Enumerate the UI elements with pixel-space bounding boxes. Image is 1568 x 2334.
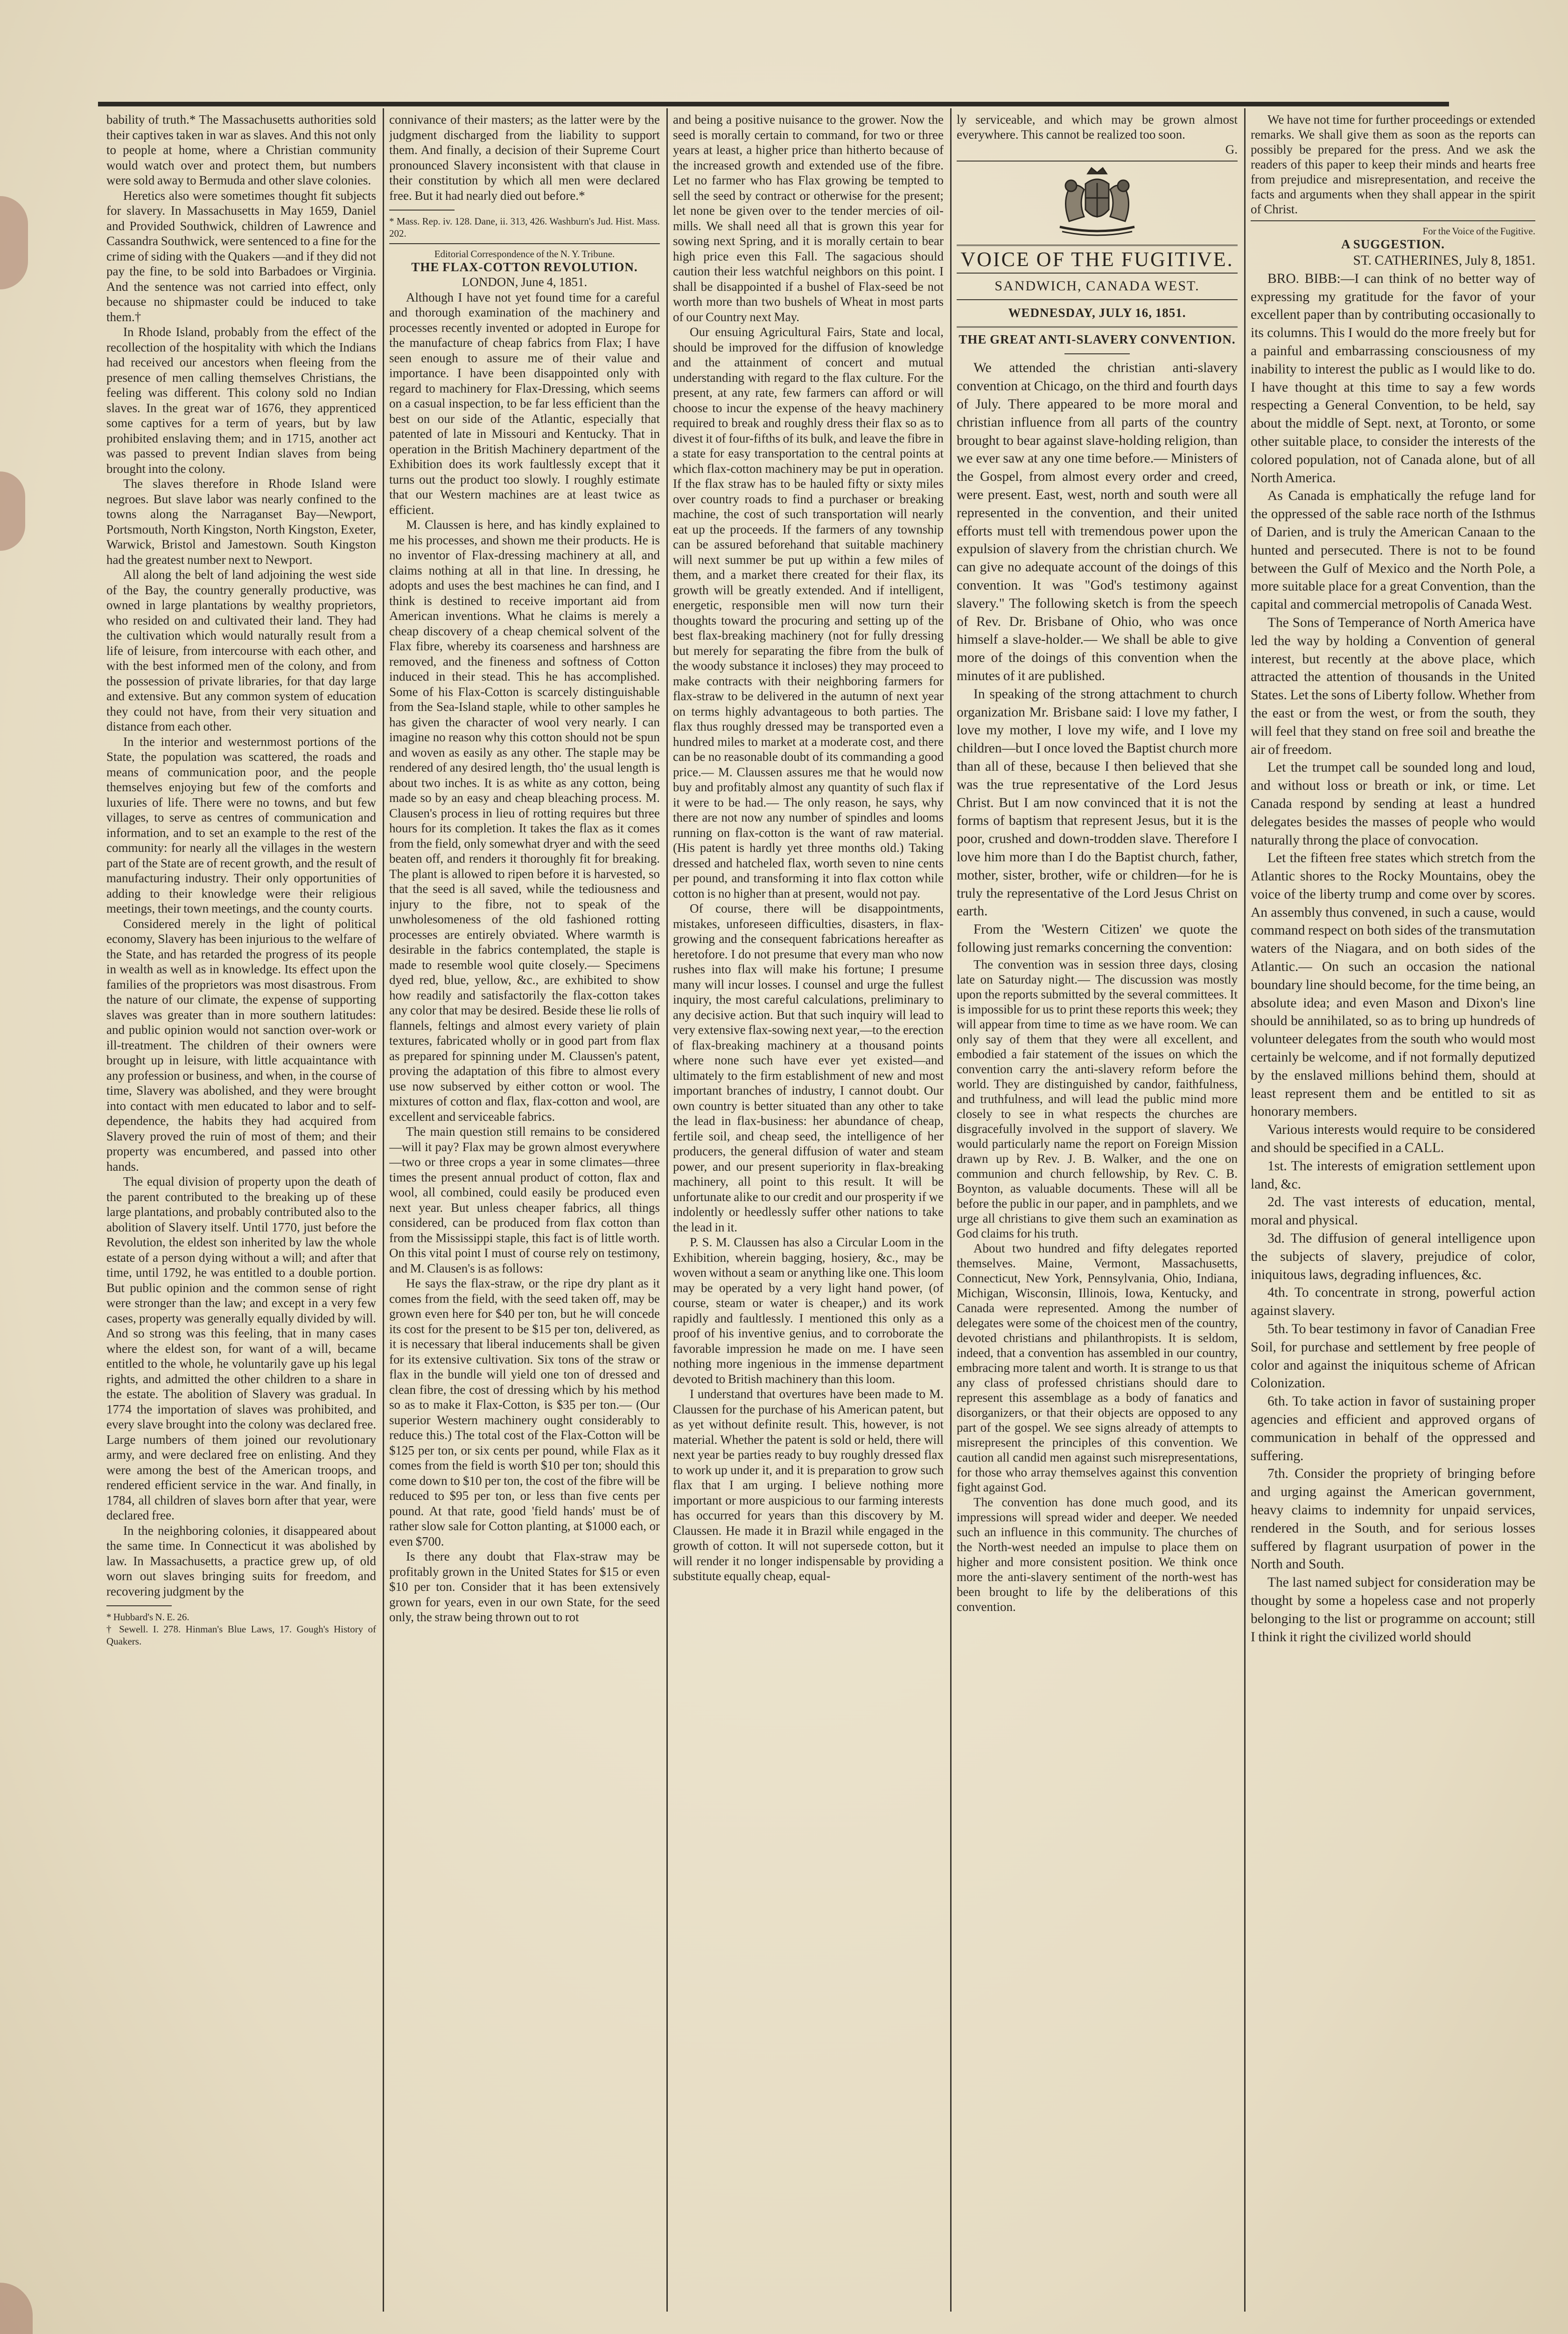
article-paragraph: All along the belt of land adjoining the west side of the Bay, the country generally productive, was owned in large plantations by wealthy proprietors, who resided on and cultivated their land. They had the cultivation which would naturally result from a life of leisure, from intercourse with each other, and with the best informed men of the colony, and from the possession of private libraries, for that day large and extensive. But any common system of education they could not have, from their very situation and distance from each other. — [106, 568, 376, 733]
column-divider — [950, 108, 952, 2312]
masthead-date: WEDNESDAY, JULY 16, 1851. — [1008, 305, 1186, 320]
list-item: 1st. The interests of emigration settlement upon land, &c. — [1251, 1158, 1535, 1192]
footnote: * Mass. Rep. iv. 128. Dane, ii. 313, 426. Washburn's Jud. Hist. Mass. 202. — [389, 216, 660, 239]
list-item: 7th. Consider the propriety of bringing before and urging against the American government, heavy claims to indemnity for unpaid services, rendered in the South, and for serious losses suffered by flagrant usurpation of power in the North and South. — [1251, 1466, 1535, 1572]
article-paragraph: Considered merely in the light of political economy, Slavery has been injurious to the welfare of the State, and has retarded the progress of its people in wealth as well as in knowledge. Its effect upon the families of the proprietors was most disastrous. From the nature of our climate, the expense of supporting slaves was greater than in more southern latitudes: and public opinion would not sanction over-work or ill-treatment. The children of their owners were brought up in leisure, with little acquaintance with any profession or business, and when, in the course of time, Slavery was abolished, and they were brought into contact with men educated to labor and to self-dependence, the habits they had acquired from Slavery proved the ruin of most of them; and their property was encumbered, and passed into other hands. — [106, 916, 376, 1174]
article-paragraph: Let the trumpet call be sounded long and loud, and without loss or breath or ink, or time. Let Canada respond by sending at least a hundred delegates besides the masses of people who would naturally throng the place of convocation. — [1251, 760, 1535, 848]
masthead-rule — [957, 245, 1238, 246]
royal-coat-of-arms-icon — [1041, 165, 1153, 240]
list-item: 6th. To take action in favor of sustaining proper agencies and efficient and approved organs of communication in behalf of the oppressed and suffering. — [1251, 1394, 1535, 1463]
thumb-shadow — [0, 196, 28, 289]
article-paragraph: I understand that overtures have been made to M. Claussen for the purchase of his American patent, but as yet without definite result. This, however, is not material. Whether the patent is sold or held, there will next year be parties ready to buy roughly dressed flax to work up under it, and it is preparation to grow such flax that I am urging. I believe nothing more important or more auspicious to our farming interests has occurred for years than this discovery by M. Claussen. He made it in Brazil while engaged in the growth of cotton. It will not supersede cotton, but it will render it no longer indispensable by providing a substitute equally cheap, equal- — [673, 1387, 944, 1583]
footnote: † Sewell. I. 278. Hinman's Blue Laws, 17. Gough's History of Quakers. — [106, 1624, 376, 1647]
article-paragraph: About two hundred and fifty delegates reported themselves. Maine, Vermont, Massachusetts, Connecticut, New York, Pennsylvania, Ohio, Indiana, Michigan, Wisconsin, Illinois, Iowa, Kentucky, and Canada were represented. Among the number of delegates were some of the choicest men of the country, devoted christians and philanthropists. It is seldom, indeed, that a convention has assembled in our country, embracing more talent and worth. It is strange to us that any class of professed christians should dare to represent this assemblage as a body of fanatics and disorganizers, or that their objects are opposed to any part of the gospel. We see signs already of attempts to misrepresent the principles of this convention. We caution all candid men against such misrepresentations, for those who array themselves against this convention fight against God. — [957, 1241, 1238, 1494]
article-paragraph: He says the flax-straw, or the ripe dry plant as it comes from the field, with the seed taken off, may be grown even here for $40 per ton, but he will concede its cost for the present to be $15 per ton, delivered, as it is necessary that liberal inducements shall be given for its extensive cultivation. Six tons of the straw or flax in the bundle will yield one ton of dressed and clean fibre, the cost of dressing which by his method so as to make it Flax-Cotton, is $35 per ton.— (Our superior Western machinery ought considerably to reduce this.) The total cost of the Flax-Cotton will be $125 per ton, or six cents per pound, while Flax as it comes from the field is worth $10 per ton; should this come down to $10 per ton, the cost of the fibre will be reduced to $95 per ton, or less than five cents per pound. At that rate, good 'field hands' must be of rather slow sale for Cotton planting, at $1000 each, or even $700. — [389, 1276, 660, 1548]
article-headline: THE FLAX-COTTON REVOLUTION. — [411, 260, 638, 274]
column-divider — [666, 108, 668, 2312]
article-paragraph: Is there any doubt that Flax-straw may be profitably grown in the United States for $15 or even $10 per ton. Consider that it has been extensively grown for years, even in our own State, for the seed only, the straw being thrown out to rot — [389, 1549, 660, 1624]
article-paragraph: The slaves therefore in Rhode Island were negroes. But slave labor was nearly confined to the towns along the Narraganset Bay—Newport, Portsmouth, North Kingston, North Kingston, Exeter, Warwick, Bristol and Jamestown. South Kingston had the greatest number next to Newport. — [106, 477, 376, 567]
article-paragraph: Of course, there will be disappointments, mistakes, unforeseen difficulties, disasters, in flax-growing and the consequent fabrications hereafter as heretofore. I do not presume that every man who now rushes into flax will make his fortune; I presume many will incur losses. I counsel and urge the fullest inquiry, the most careful calculations, preliminary to any decisive action. But that such inquiry will lead to very extensive flax-sowing next year,—to the erection of flax-breaking machinery at a thousand points where none such have ever yet existed—and ultimately to the firm establishment of new and most important branches of industry, I cannot doubt. Our own country is better situated than any other to take the lead in flax-business: her abundance of cheap, fertile soil, and cheap seed, the intelligence of her producers, the general diffusion of water and steam power, and our present superiority in flax-breaking machinery, all point to this result. It will be unfortunate alike to our credit and our prosperity if we indolently or heedlessly suffer other nations to take the lead in it. — [673, 901, 944, 1234]
article-dateline: ST. CATHERINES, July 8, 1851. — [1353, 253, 1535, 268]
section-rule — [957, 161, 1238, 162]
column-1 — [106, 112, 376, 2300]
headline-rule — [1064, 353, 1130, 354]
article-paragraph: We attended the christian anti-slavery convention at Chicago, on the third and fourth days of July. There appeared to be more moral and christian influence from all parts of the country brought to bear against slave-holding religion, than we ever saw at any one time before.— Ministers of the Gospel, from almost every order and creed, were present. East, west, north and south were all represented in the convention, and their united efforts must tell with tremendous power upon the expulsion of slavery from the christian church. We can give no adequate account of the doings of this convention. It was "God's testimony against slavery." The following sketch is from the speech of Rev. Dr. Brisbane of Ohio, who was once himself a slave-holder.— We shall be able to give more of the doings of this convention when the minutes of it are published. — [957, 360, 1238, 683]
article-paragraph: In Rhode Island, probably from the effect of the recollection of the hospitality with which the Indians had received our ancestors when fleeing from the presence of men calling themselves Christians, the feeling was different. This colony sold no Indian slaves. In the great war of 1676, they apprenticed some captives for a term of years, but by law prohibited enslaving them; and in 1715, another act was passed to prevent Indian slaves from being brought into the colony. — [106, 325, 376, 476]
column-divider — [383, 108, 384, 2312]
footnote: * Hubbard's N. E. 26. — [106, 1611, 189, 1623]
masthead-rule — [957, 273, 1238, 274]
article-paragraph: bability of truth.* The Massachusetts authorities sold their captives taken in war as slaves. And this not only to people at home, where a Christian community would watch over and protect them, but numbers were sold away to Bermuda and other slave colonies. — [106, 112, 376, 187]
thumb-shadow — [0, 471, 25, 551]
article-paragraph: The convention has done much good, and its impressions will spread wider and deeper. We needed such an influence in this community. The churches of the North-west needed an impulse to place them on higher and more consistent position. We think once more the anti-slavery sentiment of the north-west has been brought to life by the deliberations of this convention. — [957, 1495, 1238, 1614]
article-dateline: LONDON, June 4, 1851. — [462, 275, 588, 289]
footnote-rule — [389, 210, 455, 211]
article-paragraph: We have not time for further proceedings or extended remarks. We shall give them as soon as the reports can possibly be prepared for the press. And we ask the readers of this paper to keep their minds and hearts free from prejudice and misrepresentation, and receive the facts and arguments when they shall appear in the spirit of Christ. — [1251, 112, 1535, 216]
list-item: 5th. To bear testimony in favor of Canadian Free Soil, for purchase and settlement by free people of color and against the iniquitous scheme of African Colonization. — [1251, 1322, 1535, 1391]
article-paragraph: Although I have not yet found time for a careful and thorough examination of the machinery and processes recently invented or adopted in Europe for the manufacture of cheap fabrics from Flax; I have seen enough to assure me of their value and importance. I have been disappointed only with regard to machinery for Flax-Dressing, which seems on a casual inspection, to be far less efficient than the best on our side of the Atlantic, especially that patented of late in Missouri and Kentucky. That in operation in the British Machinery department of the Exhibition does its work faultlessly except that it turns out the product too slowly. I roughly estimate that our Western machines are at least twice as efficient. — [389, 290, 660, 517]
editorial-credit: Editorial Correspondence of the N. Y. Tribune. — [434, 248, 615, 260]
list-item: 3d. The diffusion of general intelligence upon the subjects of slavery, prejudice of color, iniquitous laws, degrading influences, &c. — [1251, 1231, 1535, 1282]
article-paragraph: and being a positive nuisance to the grower. Now the seed is morally certain to command, for two or three years at least, a higher price than hitherto because of the increased growth and extended use of the fibre. Let no farmer who has Flax growing be tempted to sell the seed by contract or otherwise for the present; let none be given over to the tender mercies of oil-mills. We shall need all that is grown this year for sowing next Spring, and it is morally certain to bear high price even this Fall. The sagacious should caution their less watchful neighbors on this point. I shall be disappointed if a bushel of Flax-seed be not worth more than two bushels of Wheat in most parts of our Country next May. — [673, 112, 944, 324]
masthead-title: VOICE OF THE FUGITIVE. — [960, 248, 1234, 271]
signature: G. — [1225, 142, 1238, 156]
column-2 — [389, 112, 660, 2300]
article-paragraph: connivance of their masters; as the latter were by the judgment discharged from the liability to support them. And finally, a decision of their Supreme Court pronounced Slavery inconsistent with that clause in their constitution by which all men were declared free. But it had nearly died out before.* — [389, 112, 660, 203]
list-item: 4th. To concentrate in strong, powerful action against slavery. — [1251, 1285, 1535, 1319]
article-paragraph: The convention was in session three days, closing late on Saturday night.— The discussion was mostly upon the reports submitted by the several committees. It is impossible for us to print these reports this week; they will appear from time to time as we have room. We can only say of them that they were all excellent, and embodied a fair statement of the issues on which the convention carry the anti-slavery reform before the world. They are distinguished by candor, faithfulness, and truthfulness, and will lead the public mind more closely to see in what respects the churches are disgracefully involved in the support of slavery. We would particularly name the report on Foreign Mission drawn up by Rev. J. B. Walker, and the one on communion and church fellowship, by Rev. C. B. Boynton, as valuable documents. These will all be before the public in our paper, and in pamphlets, and we urge all christians to give them such an examination as God claims for his truth. — [957, 957, 1238, 1240]
masthead-place: SANDWICH, CANADA WEST. — [994, 278, 1200, 294]
article-paragraph: In the interior and westernmost portions of the State, the population was scattered, the roads and means of communication poor, and the people themselves enjoying but few of the comforts and luxuries of life. There were no towns, and but few villages, to serve as centres of communication and information, and to set an example to the rest of the community: for nearly all the villages in the western part of the State are of recent growth, and the result of manufacturing industry. Their only opportunities of adding to their knowledge were their religious meetings, their town meetings, and the county courts. — [106, 734, 376, 915]
article-paragraph: ly serviceable, and which may be grown almost everywhere. This cannot be realized too soon. — [957, 112, 1238, 141]
article-paragraph: M. Claussen is here, and has kindly explained to me his processes, and shown me their products. He is no inventor of Flax-dressing machinery at all, and claims nothing at all in that line. In dressing, he adopts and uses the best machines he can find, and I think is destined to receive important aid from American inventions. What he claims is merely a cheap discovery of a cheap chemical solvent of the Flax fibre, whereby its coarseness and harshness are removed, and the fineness and softness of Cotton induced in their stead. This he has accomplished. Some of his Flax-Cotton is scarcely distinguishable from the Sea-Island staple, while to other samples he has given the character of wool very nearly. I can imagine no reason why this cotton should not be spun and woven as easily as any other. The staple may be rendered of any desired length, tho' the usual length is about two inches. It is as white as any cotton, being made so by an easy and cheap bleaching process. M. Clausen's process in lieu of rotting requires but three hours for its completion. It takes the flax as it comes from the field, only somewhat dryer and with the seed beaten off, and renders it thoroughly fit for breaking. The plant is allowed to ripen before it is harvested, so that the seed is all saved, while the tediousness and injury to the fibre, not to speak of the unwholesomeness of the old fashioned rotting processes are entirely obviated. Where warmth is desirable in the fabrics contemplated, the staple is made to resemble wool quite closely.— Specimens dyed red, blue, yellow, &c., are exhibited to show how readily and satisfactorily the flax-cotton takes any color that may be desired. Beside these lie rolls of flannels, feltings and almost every variety of plain textures, fabricated wholly or in good part from flax as prepared for spinning under M. Claussen's patent, proving the adaptation of this fibre to almost every use now subserved by either cotton or wool. The mixtures of cotton and flax, flax-cotton and wool, are excellent and serviceable fabrics. — [389, 518, 660, 1124]
masthead-rule — [957, 326, 1238, 328]
list-item: 2d. The vast interests of education, mental, moral and physical. — [1251, 1195, 1535, 1228]
article-paragraph: From the 'Western Citizen' we quote the following just remarks concerning the convention: — [957, 922, 1238, 955]
section-rule — [1251, 220, 1535, 221]
article-credit: For the Voice of the Fugitive. — [1422, 225, 1535, 237]
column-4 — [957, 112, 1238, 2300]
article-paragraph: BRO. BIBB:—I can think of no better way of expressing my gratitude for the favor of your excellent paper than by contributing occasionally to its columns. This I would do the more freely but for a painful and embarrassing consciousness of my inability to interest the public as I would like to do. I have thought at this time to say a few words respecting a General Convention, to be held, say about the middle of Sept. next, at Toronto, or some other suitable place, to consider the interests of the colored population, not of Canada alone, but of all North America. — [1251, 271, 1535, 485]
article-headline: THE GREAT ANTI-SLAVERY CONVENTION. — [959, 332, 1236, 347]
article-headline: A SUGGESTION. — [1341, 237, 1445, 251]
article-paragraph: Heretics also were sometimes thought fit subjects for slavery. In Massachusetts in May 1659, Daniel and Provided Southwick, children of Lawrence and Cassandra Southwick, were sentenced to a fine for the crime of siding with the Quakers —and if they did not pay the fine, to be sold into Barbadoes or Virginia. And the sentence was not carried into effect, only because no shipmaster could be induced to take them.† — [106, 188, 376, 324]
article-paragraph: Let the fifteen free states which stretch from the Atlantic shores to the Rocky Mountains, obey the voice of the liberty trump and come over by scores. An assembly thus convened, in such a cause, would command respect on both sides of the transmutation waters of the Niagara, and on both sides of the Atlantic.— On such an occasion the national boundary line should become, for the time being, an absolute idea; and even Mason and Dixon's line should be annihilated, so as to bring up hundreds of volunteer delegates from the south who would most certainly be welcome, and if not formally deputized by the enslaved millions behind them, should at least represent them and be entitled to sit as honorary members. — [1251, 851, 1535, 1119]
column-3 — [673, 112, 944, 2300]
article-paragraph: P. S. M. Claussen has also a Circular Loom in the Exhibition, wherein bagging, hosiery, &c., may be woven without a seam or anything like one. This loom may be operated by a very light hand power, (of course, steam or water is cheaper,) and its work rapidly and faultlessly. I mentioned this only as a proof of his inventive genius, and to corroborate the favorable impression he made on me. I have seen nothing more ingenious in the immense department devoted to British machinery than this loom. — [673, 1235, 944, 1386]
footnote-rule — [106, 1605, 172, 1606]
masthead — [957, 165, 1238, 328]
article-paragraph: The main question still remains to be considered—will it pay? Flax may be grown almost everywhere—two or three crops a year in some climates—three times the present annual product of cotton, flax and wool, all combined, could easily be produced even next year. But unless cheaper fabrics, all things considered, can be produced from flax cotton than from the Mississippi staple, this fact is of little worth. On this vital point I must of course rely on testimony, and M. Clausen's is as follows: — [389, 1125, 660, 1275]
article-paragraph: Various interests would require to be considered and should be specified in a CALL. — [1251, 1122, 1535, 1156]
article-paragraph: The equal division of property upon the death of the parent contributed to the breaking up of these large plantations, and probably contributed also to the abolition of Slavery itself. Until 1770, just before the Revolution, the eldest son inherited by law the whole estate of a person dying without a will; and after that time, until 1792, he was entitled to a double portion. But public opinion and the common sense of right were stronger than the law; and except in a very few cases, property was generally equally divided by will. And so strong was this feeling, that in many cases where the eldest son, for want of a will, became entitled to the whole, he voluntarily gave up his legal rights, and admitted the other children to a share in the estate. The abolition of Slavery was gradual. In 1774 the importation of slaves was prohibited, and every slave brought into the colony was declared free. Large numbers of them joined our revolutionary army, and were declared free on enlisting. And they were among the best of the American troops, and rendered efficient service in the war. And finally, in 1784, all children of slaves born after that year, were declared free. — [106, 1174, 376, 1522]
column-5 — [1251, 112, 1535, 2300]
article-paragraph: In speaking of the strong attachment to church organization Mr. Brisbane said: I love my father, I love my mother, I love my wife, and I love my children—but I once loved the Baptist church more than all of these, because I then believed that she was the true representative of the Lord Jesus Christ. But I am now convinced that it is not the forms of baptism that represent Jesus, but it is the poor, crushed and down-trodden slave. Therefore I love him more than I do the Baptist church, father, mother, sister, brother, wife or children—for he is truly the representative of the Lord Jesus Christ on earth. — [957, 686, 1238, 919]
article-paragraph: As Canada is emphatically the refuge land for the oppressed of the sable race north of the Isthmus of Darien, and is truly the American Canaan to the hunted and persecuted. There is not to be found between the Gulf of Mexico and the North Pole, a more suitable place for a great Convention, than the capital and commercial metropolis of Canada West. — [1251, 488, 1535, 612]
article-paragraph: The last named subject for consideration may be thought by some a hopeless case and not properly belonging to the list or programme on account; still I think it right the civilized world should — [1251, 1575, 1535, 1645]
masthead-rule — [957, 299, 1238, 300]
article-paragraph: Our ensuing Agricultural Fairs, State and local, should be improved for the diffusion of knowledge and the attainment of concert and mutual understanding with regard to the flax culture. For the present, at any rate, few farmers can afford or will choose to incur the expense of the heavy machinery required to break and roughly dress their flax so as to divest it of four-fifths of its bulk, and leave the fibre in a state for easy transportation to the central points at which flax-cotton machinery may be put in operation. If the flax straw has to be hauled fifty or sixty miles over country roads to find a purchaser or breaking machine, the cost of such transportation will nearly eat up the proceeds. If the farmers of any township can be assured beforehand that suitable machinery will next summer be put up within a few miles of them, and a market there created for their flax, its growth will be greatly extended. And if intelligent, energetic, responsible men will now turn their thoughts toward the procuring and setting up of the best flax-breaking machinery (not for fully dressing but merely for separating the fibre from the bulk of the woody substance it incloses) they may proceed to make contracts with their neighboring farmers for flax-straw to be delivered in the autumn of next year on terms highly advantageous to both parties. The flax thus roughly dressed may be transported even a hundred miles to market at a moderate cost, and there can be no reasonable doubt of its commanding a good price.— M. Claussen assures me that he would now buy and profitably almost any quantity of such flax if it were to be had.— The only reason, he says, why there are not now any number of spindles and looms running on flax-cotton is the want of raw material. (His patent is hardly yet three months old.) Taking dressed and hatcheled flax, worth seven to nine cents per pound, and transforming it into flax cotton while cotton is no higher than at present, would not pay. — [673, 325, 944, 900]
top-rule — [98, 102, 1449, 106]
article-paragraph: The Sons of Temperance of North America have led the way by holding a Convention of general interest, but recently at the above place, which attracted the attention of thousands in the United States. Let the sons of Liberty follow. Whether from the east or from the west, or from the south, they will feel that they stand on free soil and breathe the air of freedom. — [1251, 615, 1535, 757]
column-divider — [1244, 108, 1246, 2312]
article-paragraph: In the neighboring colonies, it disappeared about the same time. In Connecticut it was abolished by law. In Massachusetts, a practice grew up, of old worn out slaves bringing suits for freedom, and recovering judgment by the — [106, 1523, 376, 1598]
section-rule — [389, 243, 660, 244]
thumb-shadow — [0, 2283, 33, 2334]
